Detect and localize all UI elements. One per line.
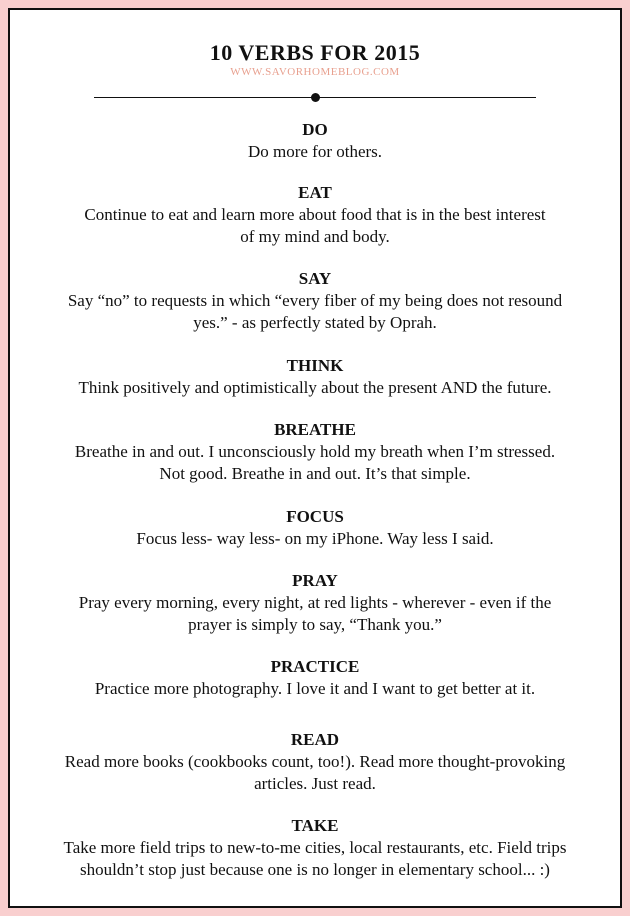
verb-description-line: Practice more photography. I love it and I want to get better at it.	[94, 679, 536, 698]
verb-description-line: shouldn’t stop just because one is no longer in elementary school... :)	[80, 860, 550, 879]
verb-description-line: Think positively and optimistically about the present AND the future.	[78, 378, 552, 397]
verb-description-line: articles. Just read.	[254, 774, 376, 793]
verb-description-line: prayer is simply to say, “Thank you.”	[188, 615, 442, 634]
verb-section-take	[16, 815, 614, 881]
verb-description-line: Breathe in and out. I unconsciously hold my breath when I’m stressed.	[74, 442, 556, 461]
verb-section-say	[16, 268, 614, 334]
verb-description-line: Continue to eat and learn more about food that is in the best interest	[84, 205, 546, 224]
verb-section-do	[16, 119, 614, 163]
verb-description-line: Pray every morning, every night, at red lights - wherever - even if the	[78, 593, 552, 612]
verbs-card	[8, 8, 622, 908]
verb-section-pray	[16, 570, 614, 636]
verb-heading: PRAY	[292, 571, 338, 590]
verb-description-line: Read more books (cookbooks count, too!). Read more thought-provoking	[64, 752, 566, 771]
verb-heading: DO	[302, 120, 328, 139]
verb-heading: READ	[290, 730, 340, 749]
verb-description-line: Not good. Breathe in and out. It’s that simple.	[159, 464, 471, 483]
verb-heading: TAKE	[291, 816, 339, 835]
verb-section-focus	[16, 506, 614, 550]
verb-description-line: Focus less- way less- on my iPhone. Way less I said.	[136, 529, 494, 548]
verb-description-line: of my mind and body.	[240, 227, 390, 246]
blog-url: WWW.SAVORHOMEBLOG.COM	[230, 66, 400, 78]
divider-dot	[311, 93, 320, 102]
verb-heading: FOCUS	[286, 507, 344, 526]
verb-section-read	[16, 729, 614, 795]
verb-description-line: Say “no” to requests in which “every fiber of my being does not resound	[67, 291, 563, 310]
verb-heading: SAY	[298, 269, 332, 288]
verb-description-line: yes.” - as perfectly stated by Oprah.	[193, 313, 437, 332]
verb-section-practice	[16, 656, 614, 700]
verb-heading: PRACTICE	[270, 657, 360, 676]
verb-section-eat	[16, 182, 614, 248]
verb-section-think	[16, 355, 614, 399]
verb-heading: THINK	[286, 356, 344, 375]
verb-heading: BREATHE	[274, 420, 356, 439]
verb-section-breathe	[16, 419, 614, 485]
page-title: 10 VERBS FOR 2015	[209, 40, 421, 65]
verb-description-line: Take more field trips to new-to-me cities, local restaurants, etc. Field trips	[63, 838, 567, 857]
verb-description-line: Do more for others.	[247, 142, 383, 161]
verb-heading: EAT	[298, 183, 332, 202]
